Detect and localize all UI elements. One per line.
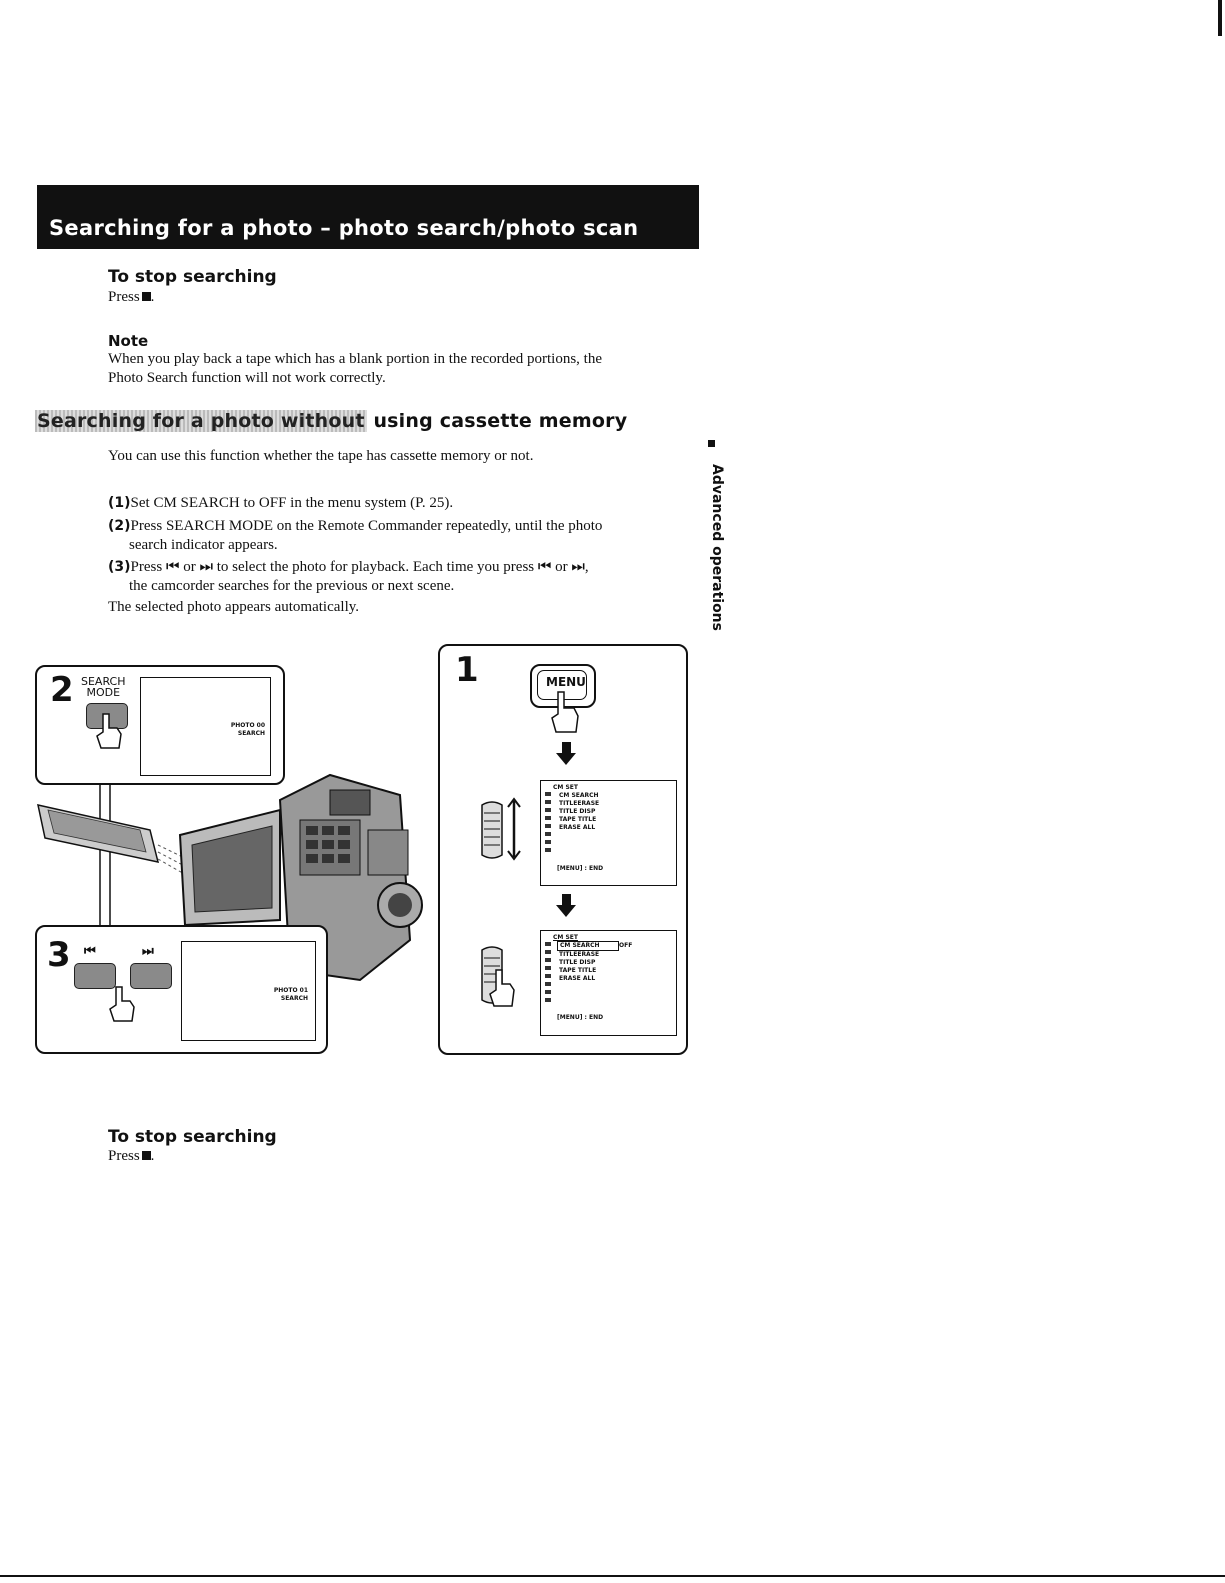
stop-searching-heading: To stop searching xyxy=(108,267,277,287)
menu-button-label: MENU xyxy=(546,675,586,689)
menu-a-icon-column xyxy=(545,792,551,852)
search-mode-label-2: MODE xyxy=(86,686,121,699)
stop-square-icon xyxy=(142,292,151,301)
side-tab-marker xyxy=(708,440,715,447)
step-2-num: (2) xyxy=(108,518,131,534)
side-tab xyxy=(695,450,735,631)
stop-square-icon xyxy=(142,1151,151,1160)
menu-b-icon-column xyxy=(545,942,551,1002)
stop-searching-heading-2: To stop searching xyxy=(108,1127,277,1147)
menu-a-item-4[interactable]: TAPE TITLE xyxy=(559,816,597,823)
step-2 xyxy=(108,517,602,536)
panel-2-number: 2 xyxy=(50,670,74,710)
menu-b-selected-value[interactable]: OFF xyxy=(619,942,633,949)
menu-b-title: CM SET xyxy=(553,934,578,941)
menu-b-item-2[interactable]: TITLEERASE xyxy=(559,951,600,958)
hand-pointer-icon xyxy=(550,690,584,736)
step-3-num: (3) xyxy=(108,559,131,575)
section-intro: You can use this function whether the tape has cassette memory or not. xyxy=(108,448,534,464)
down-arrow-icon xyxy=(556,753,576,765)
search-mode-label-1: SEARCH xyxy=(81,675,126,688)
menu-b-item-3[interactable]: TITLE DISP xyxy=(559,959,596,966)
step-3-text: Press ⏮ or ⏭ to select the photo for playback. Each time you press ⏮ or ⏭, xyxy=(130,559,589,575)
edge-mark xyxy=(1218,0,1222,36)
control-dial-icon xyxy=(478,795,528,865)
prev-label: ⏮ xyxy=(84,944,96,959)
step-2-text: Press SEARCH MODE on the Remote Commander repeatedly, until the photo xyxy=(130,518,603,534)
photo-search-indicator-2 xyxy=(225,722,265,738)
menu-b-item-1-selected[interactable]: CM SEARCH xyxy=(557,941,619,951)
step-3-line-2: the camcorder searches for the previous or next scene. xyxy=(129,578,455,594)
next-label: ⏭ xyxy=(142,944,154,959)
menu-a-item-1[interactable]: CM SEARCH xyxy=(559,792,599,799)
hand-pointer-icon xyxy=(108,985,138,1025)
photo-search-indicator-3 xyxy=(268,987,308,1003)
step-1-text: Set CM SEARCH to OFF in the menu system (P. 25). xyxy=(130,495,454,511)
menu-a-title: CM SET xyxy=(553,784,578,791)
bottom-edge-line xyxy=(0,1575,1225,1577)
side-tab-label: Advanced operations xyxy=(709,464,725,631)
step-1-num: (1) xyxy=(108,495,131,511)
menu-b-item-5[interactable]: ERASE ALL xyxy=(559,975,596,982)
note-heading: Note xyxy=(108,332,149,350)
menu-b-item-4[interactable]: TAPE TITLE xyxy=(559,967,597,974)
panel-3-number: 3 xyxy=(47,935,71,975)
stop-searching-text: Press . xyxy=(108,289,155,305)
note-line-2: Photo Search function will not work correctly. xyxy=(108,370,386,386)
section-title-part-2: using cassette memory xyxy=(366,410,628,432)
photo-number-3: PHOTO 01 xyxy=(273,987,308,994)
section-title xyxy=(35,410,627,432)
search-label-3: SEARCH xyxy=(280,995,308,1002)
menu-a-item-3[interactable]: TITLE DISP xyxy=(559,808,596,815)
stop-searching-text-2: Press . xyxy=(108,1148,155,1164)
panel-1-number: 1 xyxy=(455,650,479,690)
note-line-1: When you play back a tape which has a blank portion in the recorded portions, the xyxy=(108,351,603,367)
down-arrow-icon xyxy=(556,905,576,917)
step-1 xyxy=(108,494,453,513)
photo-number-2: PHOTO 00 xyxy=(230,722,265,729)
page-title: Searching for a photo – photo search/photo scan xyxy=(49,216,639,240)
control-dial-press-icon xyxy=(478,940,528,1010)
step-3 xyxy=(108,558,589,577)
hand-pointer-icon xyxy=(95,712,125,752)
result-text: The selected photo appears automatically. xyxy=(108,599,360,615)
search-mode-label xyxy=(81,676,126,698)
menu-a-item-5[interactable]: ERASE ALL xyxy=(559,824,596,831)
search-label-2: SEARCH xyxy=(237,730,265,737)
section-title-part-1: Searching for a photo without xyxy=(37,410,365,432)
menu-a-footer: [MENU] : END xyxy=(557,865,604,872)
menu-a-item-2[interactable]: TITLEERASE xyxy=(559,800,600,807)
step-2-line-2: search indicator appears. xyxy=(129,537,278,553)
menu-b-footer: [MENU] : END xyxy=(557,1014,604,1021)
